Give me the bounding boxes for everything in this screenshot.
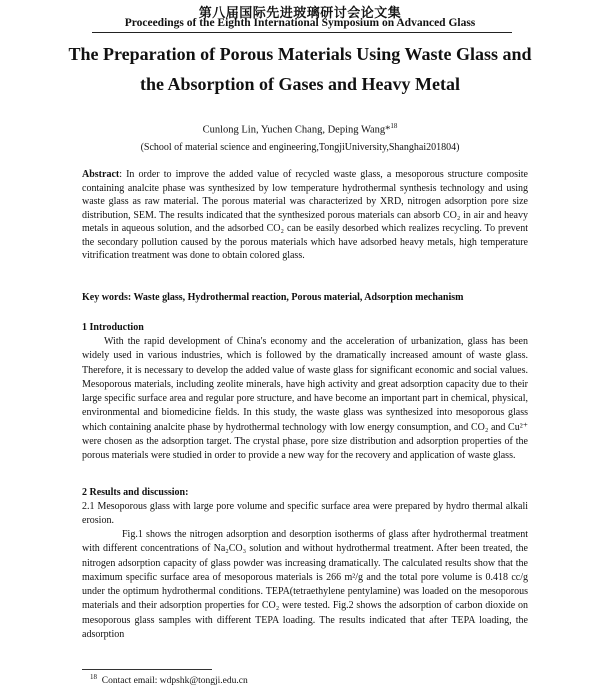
footnote-marker: 18 — [90, 673, 97, 681]
section1-heading: 1 Introduction — [82, 322, 144, 333]
section2-body: Fig.1 shows the nitrogen adsorption and desorption isotherms of glass after hydrothermal treatment with different concentrations of Na₂CO₃ solution and without hydrothermal treatment. After been treated, the nitrogen adsorption capacity of glass powder was increasing dramatically. The calculated results show that the maximum specific surface area of mesoporous materials is 266 m²/g and the total pore volume is 0.418 cc/g under the optimum hydrothermal conditions. TEPA(tetraethylene pentylamine) was loaded on the mesoporous materials and their adsorption properties for CO₂ were tested. Fig.2 shows the adsorption of carbon dioxide on mesoporous glass samples with different TEPA loading. The results indicated that after TEPA loading, the adsorption — [82, 529, 528, 641]
proceedings-english-title: Proceedings of the Eighth International Symposium on Advanced Glass — [124, 17, 476, 29]
abstract-label: Abstract — [82, 169, 120, 180]
section1-body: With the rapid development of China's economy and the acceleration of urbanization, glass has been widely used in various industries, which is followed by the dramatically increased amount of waste glass. Therefore, it is necessary to develop the added value of waste glass for significant economic and social values. Mesoporous materials, including zeolite minerals, have high activity and great adsorption capacity due to their large specific surface area and regular pore structure, and have become an important part in chemical, physical, environmental and biomedicine fields. In this study, the waste glass was synthesized into mesoporous glass which containing analcite phase by hydrothermal technology with low energy consumption, and CO₂ and Cu²⁺ were chosen as the adsorption target. The crystal phase, pore size distribution and adsorption properties of the porous materials were studied in order to provide a new way for the recovery and application of waste glass. — [82, 336, 528, 462]
footnote-divider — [82, 669, 212, 670]
contact-email[interactable]: Contact email: wdpshk@tongji.edu.cn — [101, 676, 248, 687]
subsection-2-1: 2.1 Mesoporous glass with large pore volume and specific surface area were prepared by hydro thermal alkali erosion. — [82, 501, 528, 527]
keywords: Key words: Waste glass, Hydrothermal reaction, Porous material, Adsorption mechanism — [82, 292, 464, 303]
paper-title-line2: the Absorption of Gases and Heavy Metal — [139, 74, 460, 94]
header-divider — [92, 32, 512, 33]
proceedings-chinese-title: 第八届国际先进玻璃研讨会论文集 — [198, 6, 402, 21]
author-footnote-marker: 18 — [390, 122, 398, 130]
authors-text: Cunlong Lin, Yuchen Chang, Deping Wang* — [202, 124, 391, 136]
section2-heading: 2 Results and discussion: — [82, 487, 189, 498]
footnote — [90, 673, 248, 686]
affiliation: (School of material science and engineering,TongjiUniversity,Shanghai201804) — [140, 142, 460, 153]
paper-title-line1: The Preparation of Porous Materials Using Waste Glass and — [68, 44, 532, 64]
abstract — [82, 168, 528, 263]
author-list — [0, 122, 600, 136]
abstract-text: : In order to improve the added value of recycled waste glass, a mesoporous structure composite containing analcite phase was synthesized by low temperature hydrothermal synthesis technology and using waste glass as raw material. The porous material was characterized by XRD, nitrogen adsorption pore size distribution, SEM. The results indicated that the synthesized porous materials can absorb CO₂ in air and heavy metals in aqueous solution, and the adsorbed CO₂ can be easily desorbed which realizes recycling. To prevent the secondary pollution caused by the porous materials which have adsorbed heavy metals, high temperature vitrification treatment was done to obtain colored glass. — [82, 169, 528, 261]
